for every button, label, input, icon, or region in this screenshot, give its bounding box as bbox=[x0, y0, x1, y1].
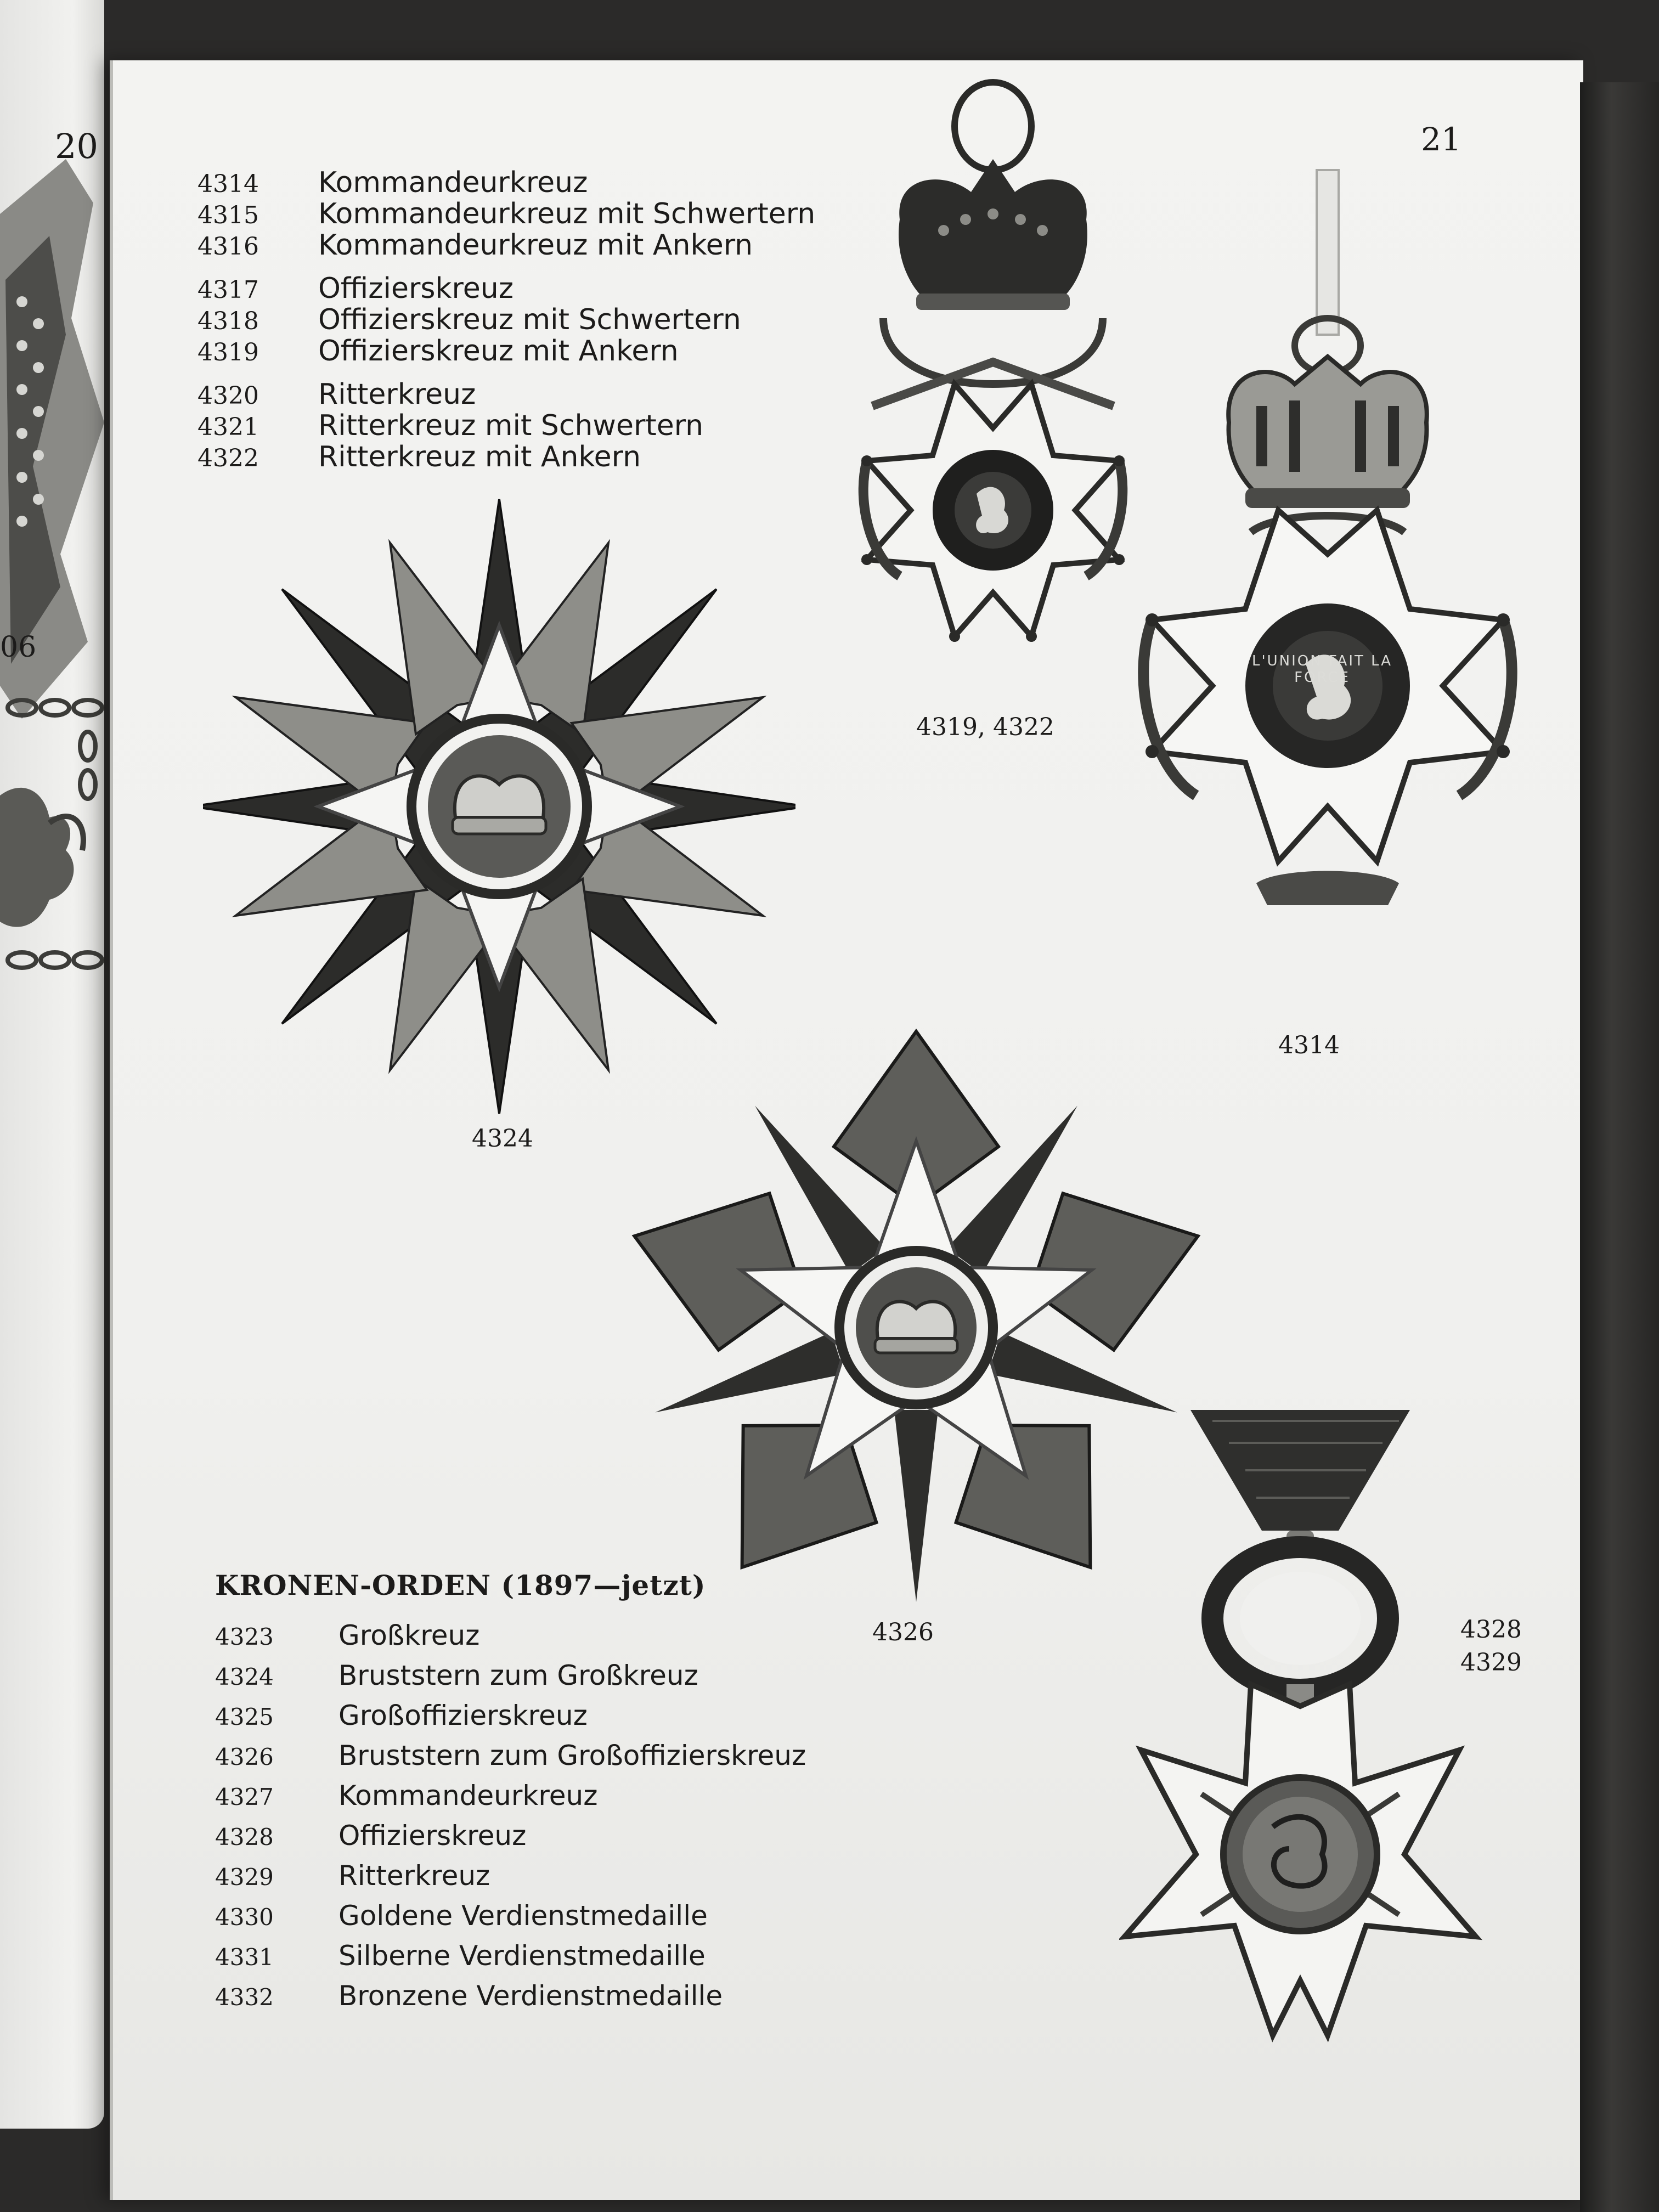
list-item: 4319 Offizierskreuz mit Ankern bbox=[198, 335, 679, 368]
list-item: 4323 Großkreuz bbox=[215, 1620, 480, 1651]
officer-cross-figure-label: 4319, 4322 bbox=[916, 713, 1054, 741]
list-item: 4316 Kommandeurkreuz mit Ankern bbox=[198, 229, 753, 262]
left-page-chain-lion-fragment bbox=[0, 686, 104, 993]
list-item: 4314 Kommandeurkreuz bbox=[198, 166, 588, 199]
crown-order-cross-figure-label-2: 4329 bbox=[1460, 1649, 1522, 1677]
list-item: 4321 Ritterkreuz mit Schwertern bbox=[198, 409, 704, 442]
list-item: 4315 Kommandeurkreuz mit Schwertern bbox=[198, 198, 816, 230]
grand-cross-breast-star-figure bbox=[203, 494, 795, 1119]
crown-order-cross-figure-label-1: 4328 bbox=[1460, 1616, 1522, 1644]
page-number: 21 bbox=[1421, 121, 1462, 158]
crown-order-entry-list bbox=[215, 1616, 806, 2016]
list-item: 4331 Silberne Verdienstmedaille bbox=[215, 1940, 706, 1972]
left-page bbox=[0, 0, 104, 2129]
crown-order-cross-figure bbox=[1119, 1399, 1525, 2057]
list-item: 4322 Ritterkreuz mit Ankern bbox=[198, 441, 641, 473]
list-item: 4324 Bruststern zum Großkreuz bbox=[215, 1660, 698, 1691]
left-figure-label: 06 bbox=[0, 631, 37, 664]
list-item: 4318 Offizierskreuz mit Schwertern bbox=[198, 303, 741, 336]
book-binding bbox=[1580, 82, 1659, 2212]
commander-cross-figure-label: 4314 bbox=[1278, 1031, 1340, 1059]
crown-order-heading: KRONEN-ORDEN (1897—jetzt) bbox=[215, 1569, 706, 1601]
list-item: 4317 Offizierskreuz bbox=[198, 272, 514, 305]
grand-cross-star-figure-label: 4324 bbox=[472, 1125, 533, 1153]
left-page-number: 20 bbox=[55, 126, 98, 166]
list-item: 4330 Goldene Verdienstmedaille bbox=[215, 1900, 708, 1932]
list-item: 4332 Bronzene Verdienstmedaille bbox=[215, 1980, 723, 2012]
officer-cross-with-anchors-figure bbox=[834, 77, 1152, 691]
list-item: 4329 Ritterkreuz bbox=[215, 1860, 490, 1892]
list-item: 4326 Bruststern zum Großoffizierskreuz bbox=[215, 1740, 806, 1771]
commander-cross-motto: L'UNION FAIT LA FORCE bbox=[1252, 653, 1392, 686]
commander-cross-figure bbox=[1114, 159, 1531, 1004]
list-item: 4320 Ritterkreuz bbox=[198, 378, 476, 411]
list-item: 4325 Großoffizierskreuz bbox=[215, 1700, 588, 1731]
list-item: 4328 Offizierskreuz bbox=[215, 1820, 527, 1852]
order-entry-list bbox=[198, 167, 815, 473]
list-item: 4327 Kommandeurkreuz bbox=[215, 1780, 598, 1812]
grand-officer-star-figure-label: 4326 bbox=[872, 1618, 934, 1646]
